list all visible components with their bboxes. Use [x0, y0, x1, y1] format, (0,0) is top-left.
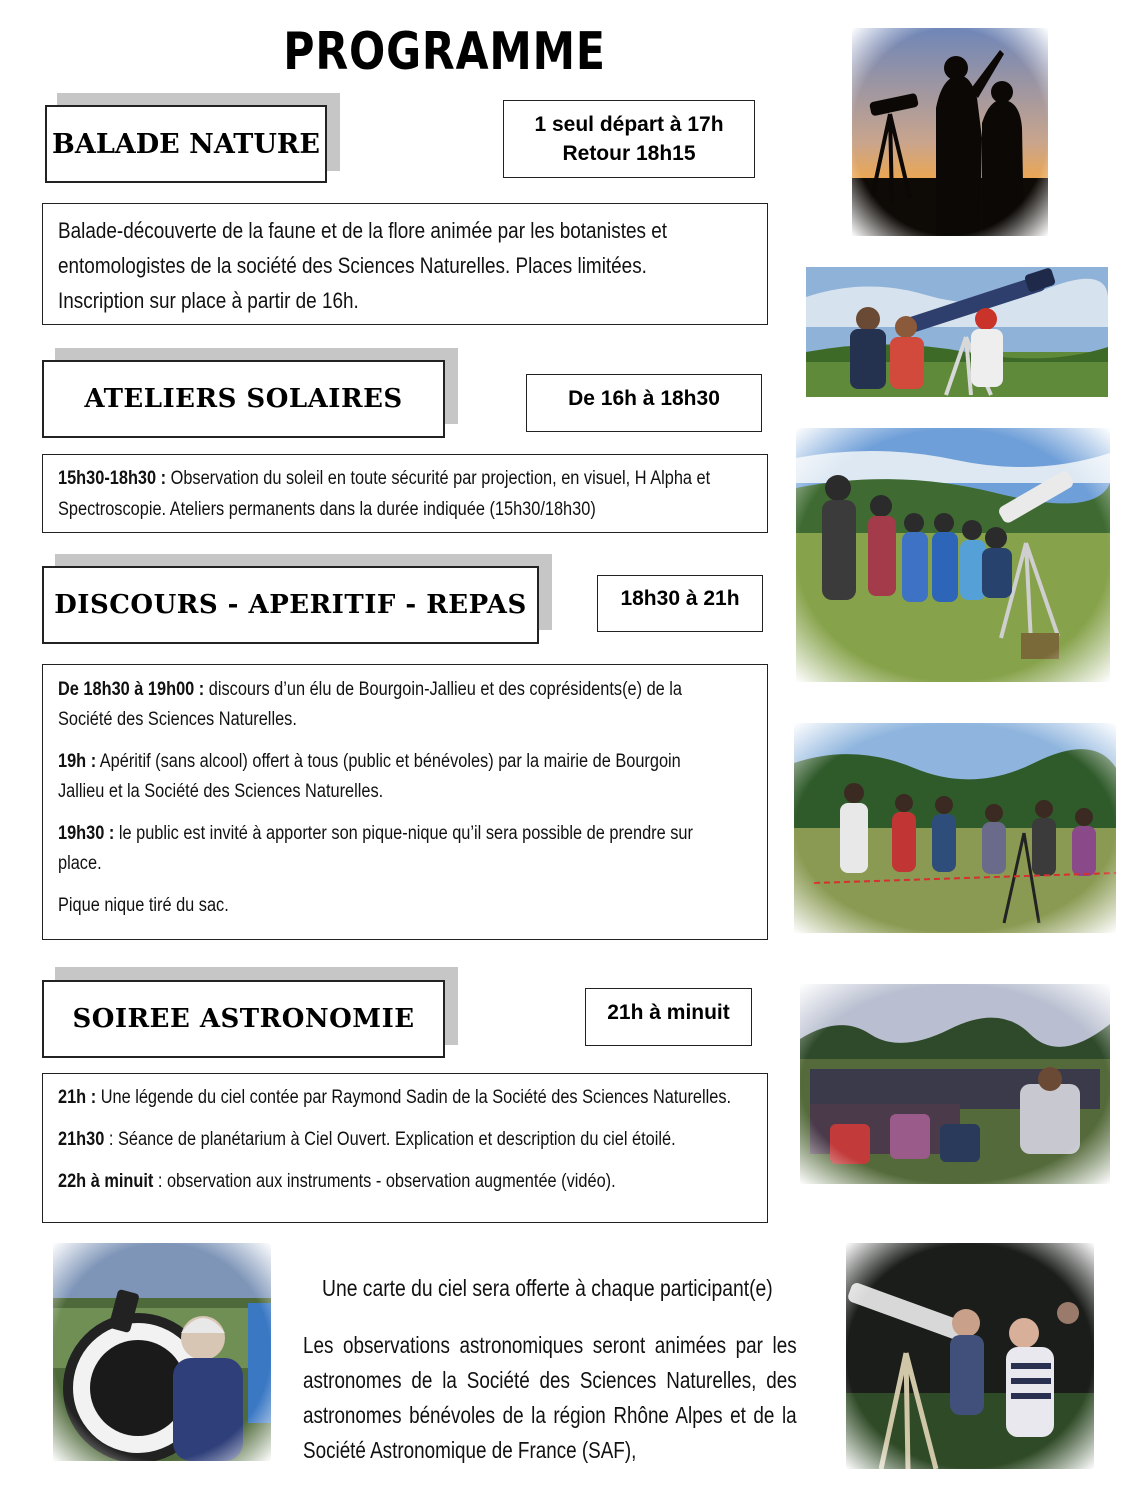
photo-woman-telescope [53, 1243, 271, 1461]
soiree-text-legende: Une légende du ciel contée par Raymond Sadin de la Société des Sciences Naturelles. [96, 1087, 732, 1108]
soiree-text-planetarium: : Séance de planétarium à Ciel Ouvert. Explication et description du ciel étoilé. [104, 1129, 676, 1150]
observations-line3: astronomes bénévoles de la région Rhône Alpes et de la [303, 1402, 797, 1428]
aperitif-text-line2: Jallieu et la Société des Sciences Naturelles. [58, 781, 384, 802]
heading-discours [42, 566, 539, 644]
discours-text-line2: Société des Sciences Naturelles. [58, 709, 297, 730]
soiree-text-observation: : observation aux instruments - observation augmentée (vidéo). [153, 1171, 616, 1192]
content-box-ateliers [42, 454, 768, 533]
heading-ateliers-label: ATELIERS SOLAIRES [84, 384, 403, 414]
content-box-discours [42, 664, 768, 940]
soiree-time-label-22h: 22h à minuit [58, 1171, 154, 1192]
time-balade-depart: 1 seul départ à 17h [534, 113, 724, 136]
aperitif-text: Apéritif (sans alcool) offert à tous (public et bénévoles) par la mairie de Bourgoin [96, 751, 681, 772]
balade-text-line2: entomologistes de la société des Sciences Naturelles. Places limitées. [58, 253, 647, 278]
time-box-soiree [585, 988, 752, 1046]
pique-nique-text: Pique nique tiré du sac. [58, 895, 229, 916]
ateliers-text: Observation du soleil en toute sécurité par projection, en visuel, H Alpha et [166, 468, 711, 489]
time-ateliers: De 16h à 18h30 [568, 386, 720, 410]
photo-group-meadow [796, 428, 1110, 682]
time-box-balade [503, 100, 755, 178]
repas-time-label: 19h30 : [58, 823, 115, 844]
photo-sunset-silhouettes [852, 28, 1048, 236]
page-title: PROGRAMME [283, 22, 606, 82]
heading-ateliers-solaires [42, 360, 445, 438]
time-soiree: 21h à minuit [607, 1000, 730, 1024]
observations-line2: astronomes de la Société des Sciences Naturelles, des [303, 1367, 797, 1393]
soiree-time-label-21h: 21h : [58, 1087, 97, 1108]
photo-night-telescope [846, 1243, 1094, 1469]
observations-line4: Société Astronomique de France (SAF), [303, 1437, 637, 1463]
carte-du-ciel-note [322, 1272, 882, 1304]
heading-balade-nature [45, 105, 327, 183]
heading-discours-label: DISCOURS - APERITIF - REPAS [54, 590, 527, 620]
carte-du-ciel-text: Une carte du ciel sera offerte à chaque participant(e) [322, 1275, 773, 1301]
heading-soiree-astronomie [42, 980, 445, 1058]
observations-line1: Les observations astronomiques seront animées par les [303, 1332, 797, 1358]
aperitif-time-label: 19h : [58, 751, 97, 772]
heading-soiree-label: SOIREE ASTRONOMIE [72, 1004, 415, 1034]
time-discours: 18h30 à 21h [620, 587, 740, 610]
ateliers-time-label: 15h30-18h30 : [58, 468, 167, 489]
ateliers-text-line2: Spectroscopie. Ateliers permanents dans la durée indiquée (15h30/18h30) [58, 499, 596, 520]
balade-text-line1: Balade-découverte de la faune et de la flore animée par les botanistes et [58, 218, 667, 243]
time-balade-retour: Retour 18h15 [562, 142, 696, 165]
time-box-discours [597, 575, 763, 632]
heading-balade-label: BALADE NATURE [52, 128, 320, 160]
content-box-balade [42, 203, 768, 325]
discours-time-label: De 18h30 à 19h00 : [58, 679, 205, 700]
content-box-soiree [42, 1073, 768, 1223]
soiree-time-label-21h30: 21h30 [58, 1129, 105, 1150]
repas-text-line2: place. [58, 853, 102, 874]
observations-paragraph [303, 1328, 797, 1468]
time-box-ateliers [526, 374, 762, 432]
photo-telescope-daylight [806, 267, 1108, 397]
photo-evening-field [794, 723, 1116, 933]
repas-text: le public est invité à apporter son pique-nique qu’il sera possible de prendre sur [114, 823, 693, 844]
balade-text-line3: Inscription sur place à partir de 16h. [58, 288, 359, 313]
discours-text: discours d’un élu de Bourgoin-Jallieu et des coprésidents(e) de la [204, 679, 683, 700]
photo-crowd-dusk [800, 984, 1110, 1184]
